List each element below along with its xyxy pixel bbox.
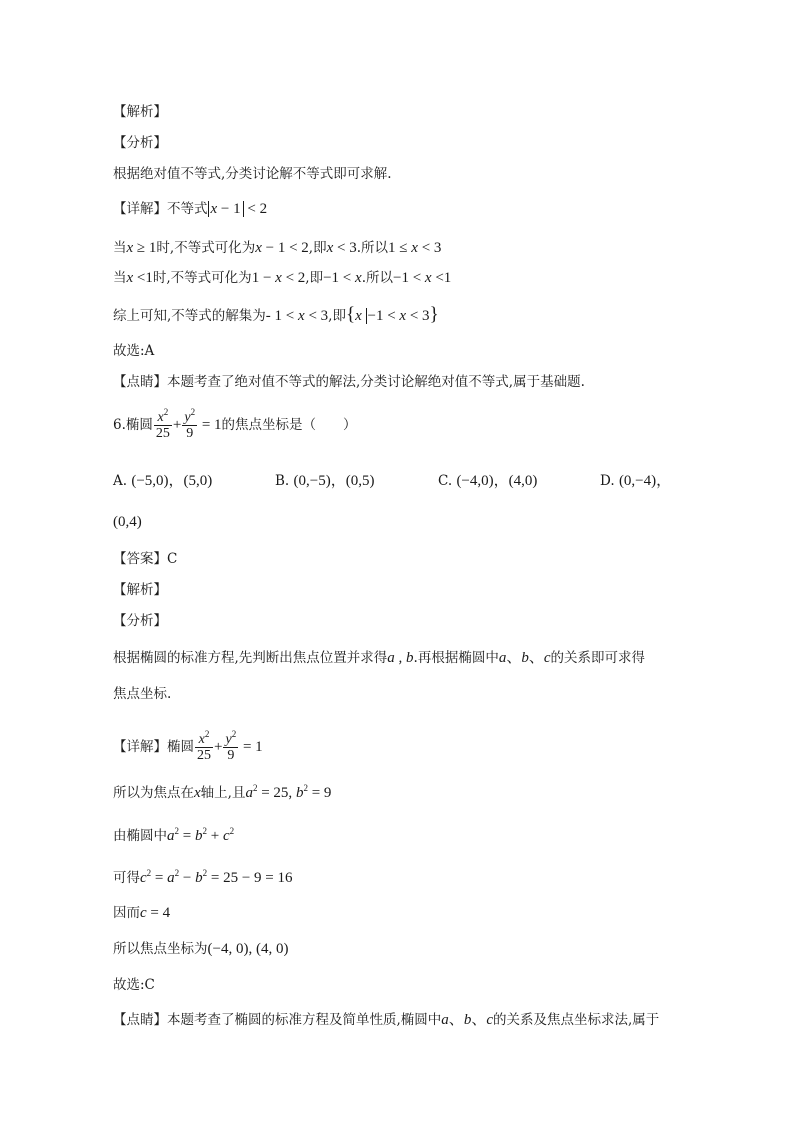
detail2-tag: 【详解】 [113, 738, 167, 755]
case2-cond: x <1 [126, 270, 153, 286]
stem-suffix: 的焦点坐标是（ ） [221, 416, 357, 433]
summary-range: - 1 < x < 3 [265, 308, 329, 324]
summary-text: 综上可知,不等式的解集为 [113, 308, 266, 324]
comment-line [113, 372, 754, 392]
option-b [275, 471, 374, 491]
choice-a: 故选:A [113, 343, 155, 359]
case1-text: 时,不等式可化为 [156, 240, 256, 256]
answer-tag: 【答案】 [113, 551, 167, 567]
step1-text-a: 所以为焦点在 [113, 785, 194, 801]
fenxi-heading-2: 【分析】 [113, 613, 167, 629]
fenxi-heading: 【分析】 [113, 135, 167, 151]
summary-text2: ,即 [328, 308, 346, 324]
option-d-cont-value: (0,4) [113, 514, 142, 530]
analysis2-line2: 焦点坐标. [113, 686, 172, 702]
comment-text: 本题考查了绝对值不等式的解法,分类讨论解绝对值不等式,属于基础题. [167, 374, 585, 390]
analysis2-text-b: .再根据椭圆中 [413, 650, 499, 666]
case2-text3: .所以 [361, 270, 393, 286]
ellipse-equation-2: $\frac{x^2}{25}$ + $\frac{y^2}{9}$ = 1 [197, 729, 263, 763]
step1-text-b: 轴上,且 [200, 785, 246, 801]
abc-symbols: a、b、c [498, 650, 551, 666]
comment2-text-a: 本题考查了椭圆的标准方程及简单性质,椭圆中 [167, 1012, 442, 1028]
jiexi-heading-2: 【解析】 [113, 582, 167, 598]
case2-result: −1 < x [323, 270, 362, 286]
comment2-tag: 【点睛】 [113, 1012, 167, 1028]
step4-line [113, 903, 754, 923]
case2-line [113, 268, 754, 288]
foci-formula: (−4, 0), (4, 0) [207, 941, 289, 957]
step3-line [113, 868, 754, 888]
step2-line [113, 826, 754, 846]
analysis-text: 根据绝对值不等式,分类讨论解不等式即可求解. [113, 166, 392, 182]
option-a [113, 471, 212, 491]
step2-formula: $a^2 = b^2 + c^2$ [167, 826, 235, 844]
summary-line [113, 305, 754, 326]
step3-text: 可得 [113, 870, 140, 886]
jiexi-heading: 【解析】 [113, 104, 167, 120]
option-a-value: (−5,0)，(5,0) [131, 473, 213, 489]
option-c-value: (−4,0)，(4,0) [456, 473, 538, 489]
case1-text3: .所以 [356, 240, 389, 256]
detail-text: 不等式 [167, 201, 208, 217]
detail-line [113, 199, 754, 219]
case1-prefix: 当 [113, 240, 127, 256]
step2-text: 由椭圆中 [113, 828, 167, 844]
inequality-formula: x − 1 < 2 [208, 201, 268, 217]
analysis2-line1 [113, 648, 754, 668]
detail2-text: 椭圆 [167, 738, 194, 755]
case1-line [113, 238, 754, 258]
option-d-value: (0,−4)， [618, 473, 672, 489]
case1-cond: x ≥ 1 [126, 240, 157, 256]
ab-symbols: a , b [387, 650, 414, 666]
solution-set: {x −1 < x < 3} [345, 304, 439, 325]
option-b-label: B. [275, 473, 290, 489]
step5-line [113, 939, 754, 959]
detail2-line [113, 729, 754, 763]
option-b-value: (0,−5)，(0,5) [293, 473, 375, 489]
option-d-label: D. [600, 473, 615, 489]
step5-text: 所以焦点坐标为 [113, 941, 208, 957]
analysis2-text-a: 根据椭圆的标准方程,先判断出焦点位置并求得 [113, 650, 388, 666]
option-a-label: A. [113, 473, 128, 489]
step4-formula: c = 4 [140, 905, 171, 921]
case1-range: 1 ≤ x < 3 [388, 240, 442, 256]
case1-text2: ,即 [308, 240, 327, 256]
case2-range: −1 < x <1 [392, 270, 452, 286]
case1-result: x < 3 [326, 240, 357, 256]
option-c [438, 471, 537, 491]
ellipse-equation: $\frac{x^2}{25}$ + $\frac{y^2}{9}$ = 1 [155, 407, 222, 441]
choice-c: 故选:C [113, 977, 155, 993]
case2-prefix: 当 [113, 270, 127, 286]
option-d [600, 471, 671, 491]
stem-prefix: 椭圆 [125, 416, 153, 433]
case1-ineq: x − 1 < 2 [255, 240, 309, 256]
case2-ineq: 1 − x < 2 [251, 270, 306, 286]
step4-text: 因而 [113, 905, 140, 921]
analysis2-text-c: 的关系即可求得 [550, 650, 646, 666]
answer-line [113, 549, 754, 569]
question-stem [113, 407, 754, 441]
option-c-label: C. [438, 473, 453, 489]
step3-formula: $c^2 = a^2 - b^2 = 25 - 9 = 16$ [140, 868, 293, 886]
question-number: 6. [113, 416, 126, 433]
comment2-line [113, 1010, 754, 1030]
abc-symbols-2: a、b、c [441, 1012, 493, 1028]
case2-text2: ,即 [305, 270, 324, 286]
step1-line [113, 783, 754, 803]
case2-text: 时,不等式可化为 [152, 270, 252, 286]
step1-formula: $a^2 = 25$, $b^2 = 9$ [245, 783, 332, 801]
detail-tag: 【详解】 [113, 201, 167, 217]
option-d-cont [113, 512, 754, 532]
comment2-text-b: 的关系及焦点坐标求法,属于 [493, 1012, 660, 1028]
comment-tag: 【点睛】 [113, 374, 167, 390]
answer-value: C [167, 551, 178, 567]
x-axis-symbol: x [194, 785, 201, 801]
